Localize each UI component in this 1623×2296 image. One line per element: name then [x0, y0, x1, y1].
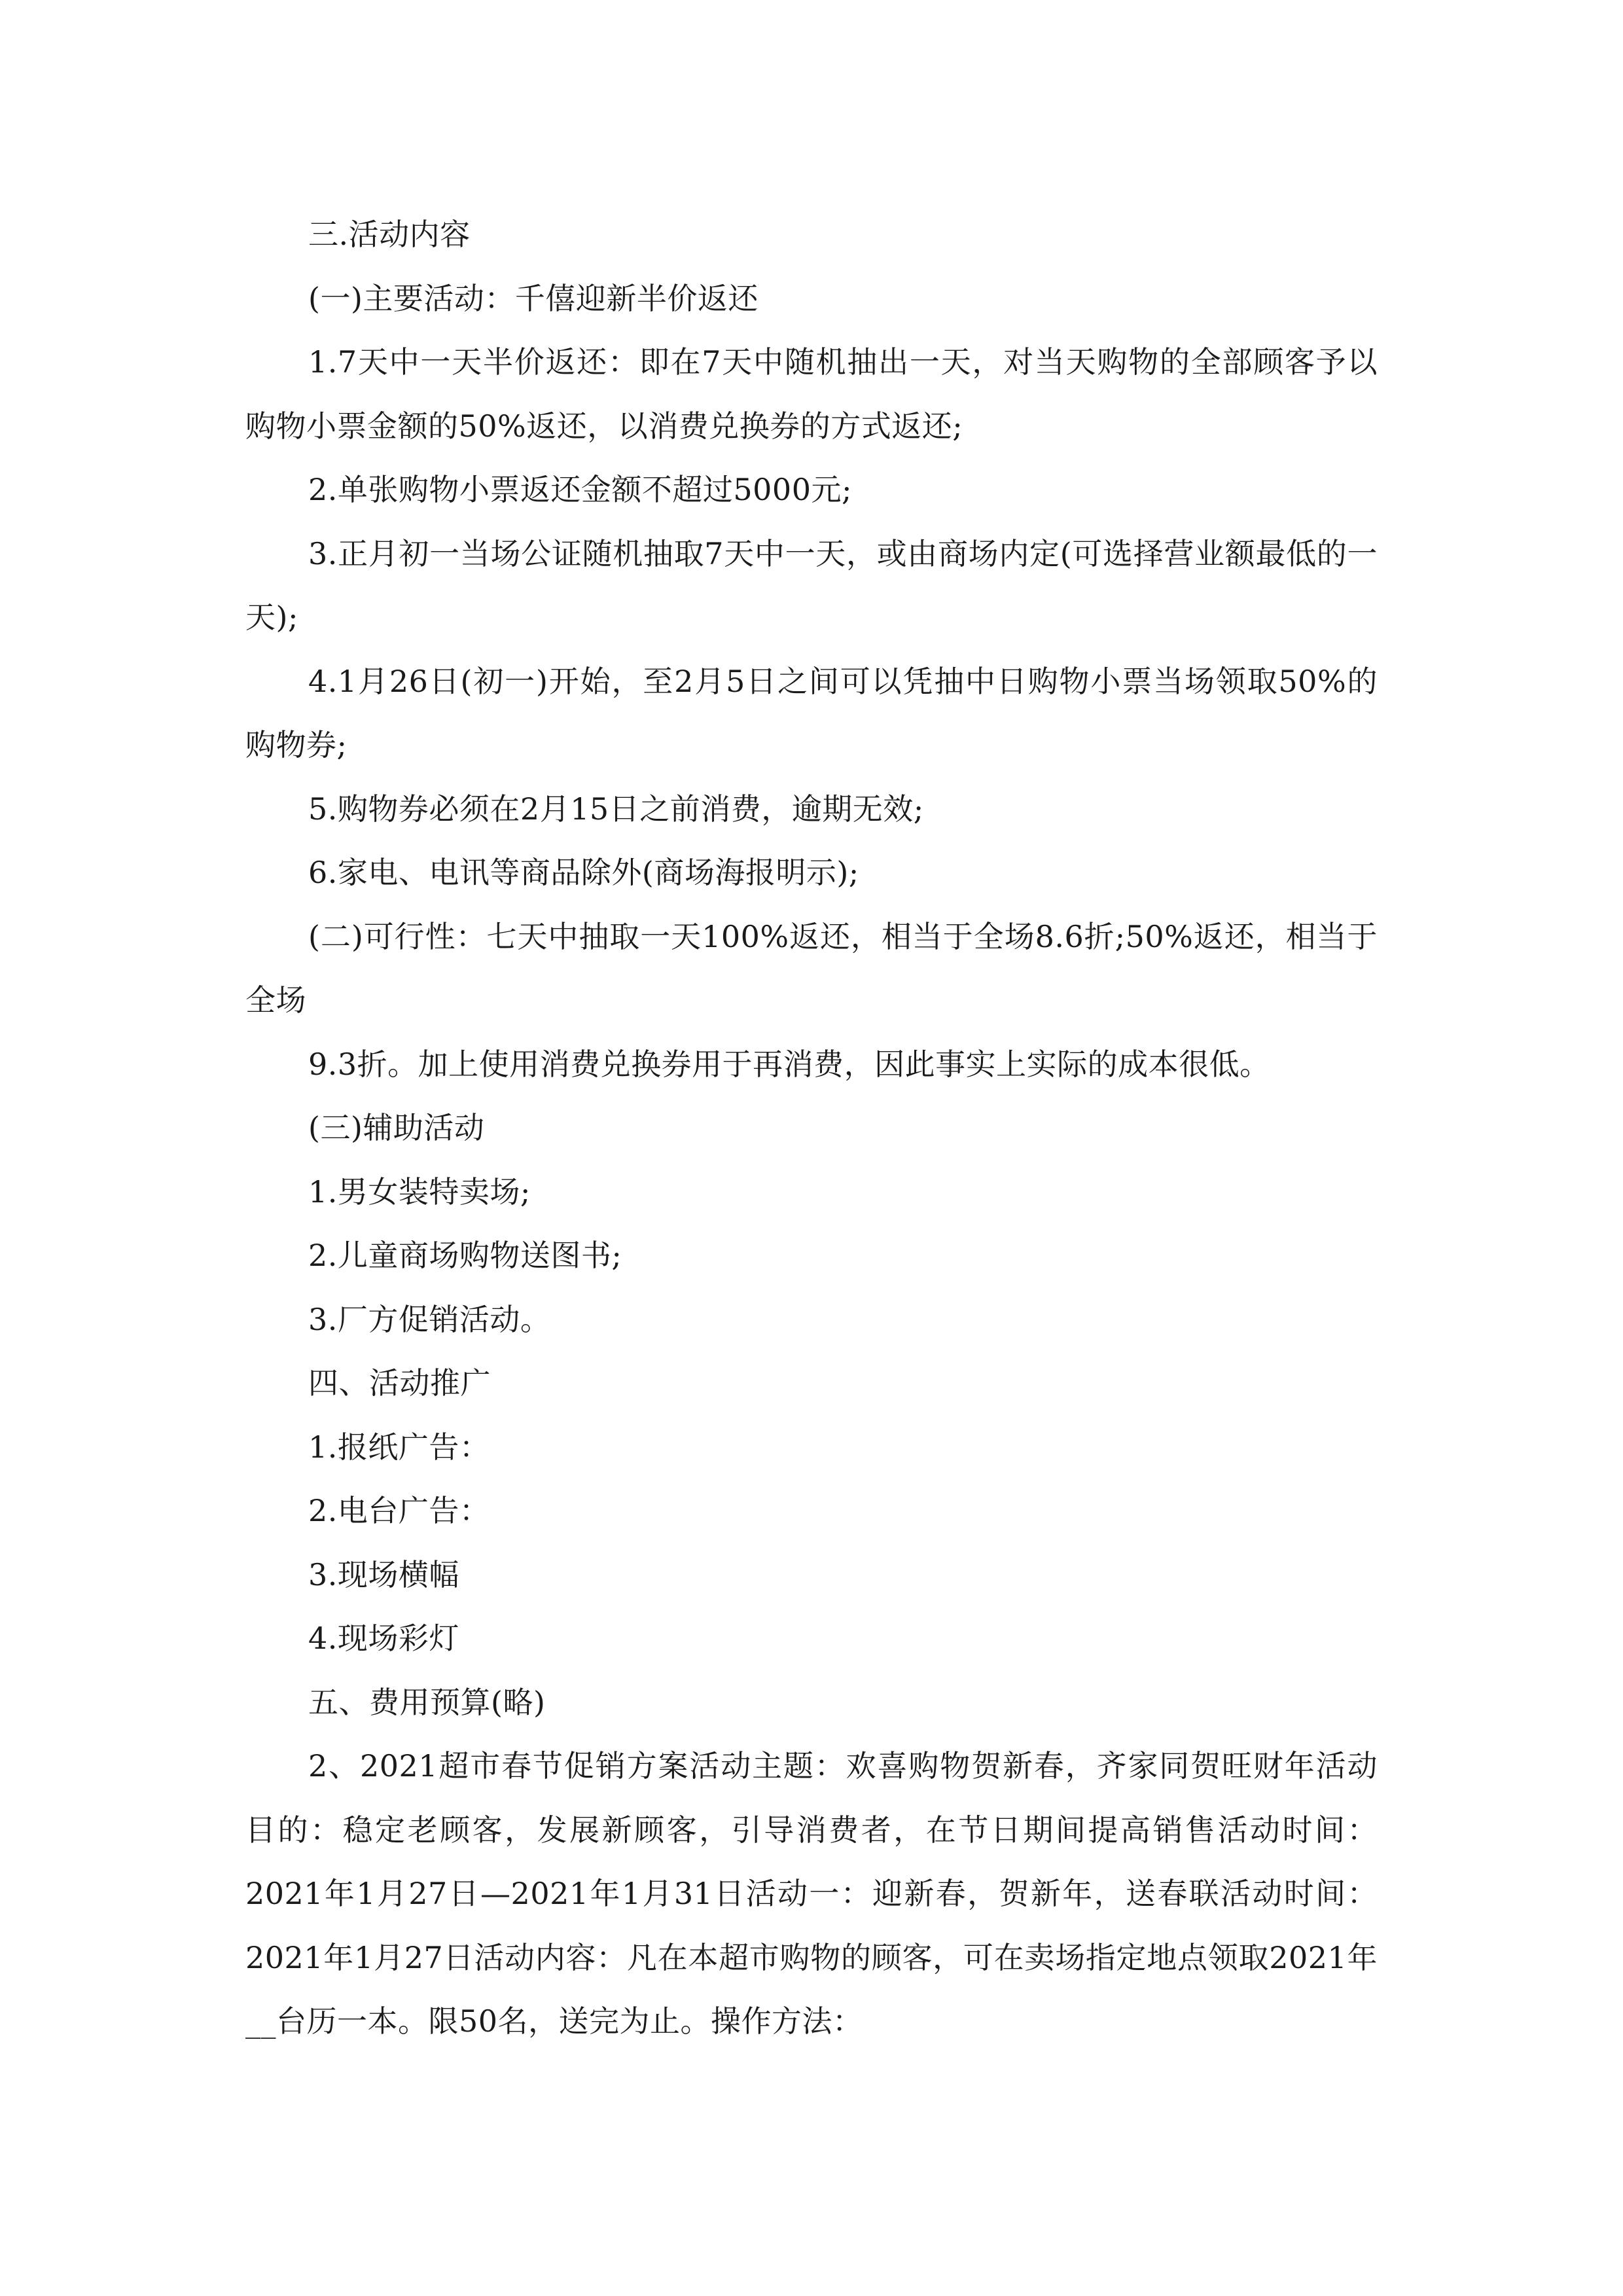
list-item: 2.儿童商场购物送图书; — [308, 1238, 622, 1273]
section-heading-activity-content: 三.活动内容 — [308, 217, 471, 252]
list-item: 3.厂方促销活动。 — [308, 1301, 551, 1337]
list-item: 1.男女装特卖场; — [308, 1174, 531, 1210]
section-heading-promotion: 四、活动推广 — [308, 1365, 491, 1401]
subheading-auxiliary-activity: (三)辅助活动 — [308, 1110, 485, 1145]
subheading-feasibility: (二)可行性：七天中抽取一天100%返还，相当于全场8.6折;50%返还，相当于全场 — [245, 918, 1378, 1018]
list-item: 5.购物券必须在2月15日之前消费，逾期无效; — [308, 791, 924, 827]
section-heading-budget: 五、费用预算(略) — [308, 1684, 546, 1720]
list-item: 2.电台广告： — [308, 1493, 490, 1528]
list-item: 2.单张购物小票返还金额不超过5000元; — [308, 472, 852, 507]
document-body — [245, 203, 1378, 2054]
list-item: 1.报纸广告： — [308, 1429, 490, 1465]
list-item: 1.7天中一天半价返还：即在7天中随机抽出一天，对当天购物的全部顾客予以购物小票金额的50%返还，以消费兑换券的方式返还; — [245, 344, 1378, 444]
list-item: 6.家电、电讯等商品除外(商场海报明示); — [308, 855, 859, 890]
paragraph: 9.3折。加上使用消费兑换券用于再消费，因此事实上实际的成本很低。 — [308, 1046, 1270, 1082]
list-item: 4.现场彩灯 — [308, 1621, 459, 1656]
list-item: 3.现场横幅 — [308, 1556, 459, 1592]
subheading-main-activity: (一)主要活动：千僖迎新半价返还 — [308, 280, 758, 316]
list-item: 4.1月26日(初一)开始，至2月5日之间可以凭抽中日购物小票当场领取50%的购物券; — [245, 663, 1378, 762]
list-item: 3.正月初一当场公证随机抽取7天中一天，或由商场内定(可选择营业额最低的一天); — [245, 535, 1378, 635]
paragraph: 2、2021超市春节促销方案活动主题：欢喜购物贺新春，齐家同贺旺财年活动目的：稳定老顾客，发展新顾客，引导消费者，在节日期间提高销售活动时间：2021年1月27日—2021年1月31日活动一：迎新春，贺新年，送春联活动时间：2021年1月27日活动内容：凡在本超市购物的顾客，可在卖场指定地点领取2021年__台历一本。限50名，送完为止。操作方法： — [245, 1748, 1378, 2039]
